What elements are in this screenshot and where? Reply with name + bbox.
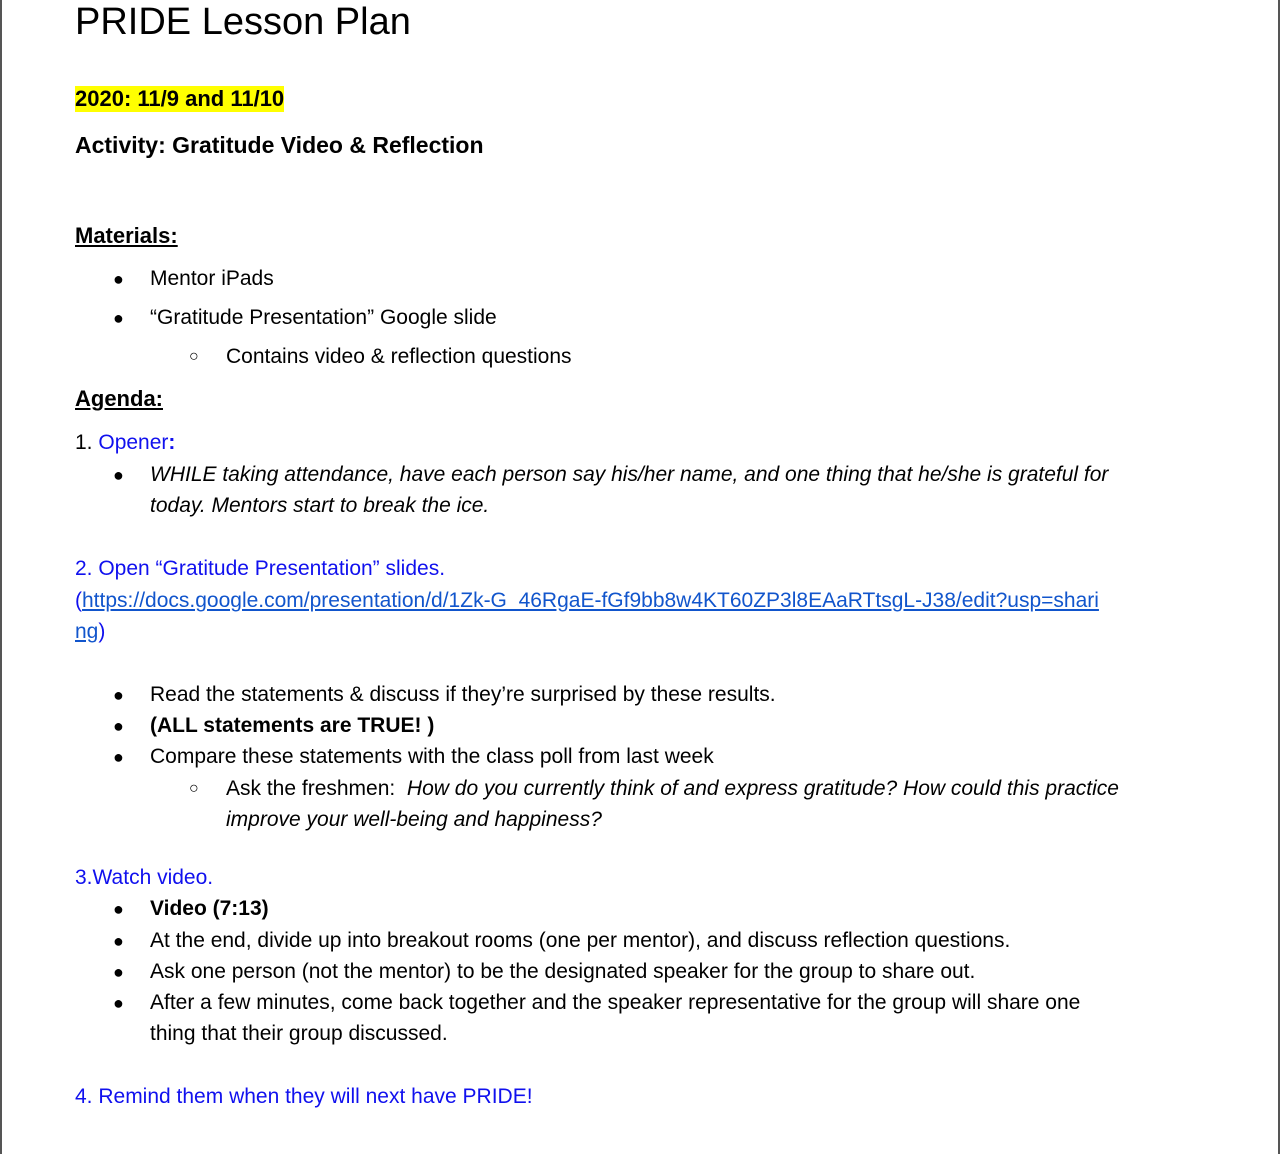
- date-highlight: 2020: 11/9 and 11/10: [75, 86, 285, 111]
- list-item-cont: thing that their group discussed.: [150, 1022, 448, 1045]
- slides-link-cont[interactable]: ng: [75, 620, 99, 643]
- list-item: At the end, divide up into breakout rooms (one per mentor), and discuss reflection questions.: [150, 929, 1011, 952]
- slides-link-line: (https://docs.google.com/presentation/d/1Zk-G_46RgaE-fGf9bb8w4KT60ZP3l8EAaRTtsgL-J38/edit?usp=shari: [75, 589, 1099, 612]
- bullet-icon: ●: [113, 899, 124, 919]
- list-item: “Gratitude Presentation” Google slide: [150, 306, 497, 329]
- page-title: PRIDE Lesson Plan: [75, 1, 411, 43]
- list-item: Ask one person (not the mentor) to be the designated speaker for the group to share out.: [150, 960, 976, 983]
- list-subitem: Ask the freshmen: How do you currently think of and express gratitude? How could this practice: [226, 777, 1119, 800]
- bullet-icon: ●: [113, 685, 124, 705]
- step1-heading: 1. Opener:: [75, 431, 176, 454]
- bullet-icon: ●: [113, 747, 124, 767]
- bullet-icon: ●: [113, 716, 124, 736]
- bullet-icon: ●: [113, 465, 124, 485]
- list-subitem-cont: improve your well-being and happiness?: [226, 808, 602, 831]
- step1-text-cont: today. Mentors start to break the ice.: [150, 494, 490, 517]
- materials-heading: Materials:: [75, 223, 178, 248]
- bullet-icon: ●: [113, 308, 124, 328]
- step4-heading: 4. Remind them when they will next have PRIDE!: [75, 1085, 533, 1108]
- activity-heading: Activity: Gratitude Video & Reflection: [75, 132, 484, 158]
- list-item: After a few minutes, come back together and the speaker representative for the group will share one: [150, 991, 1081, 1014]
- bullet-icon: ●: [113, 931, 124, 951]
- list-item: Mentor iPads: [150, 267, 274, 290]
- list-item: Video (7:13): [150, 897, 269, 920]
- page-edge-left: [0, 0, 2, 1154]
- list-item: Read the statements & discuss if they’re surprised by these results.: [150, 683, 776, 706]
- agenda-heading: Agenda:: [75, 386, 163, 411]
- step3-heading: 3.Watch video.: [75, 866, 214, 889]
- bullet-icon: ●: [113, 993, 124, 1013]
- step2-heading: 2. Open “Gratitude Presentation” slides.: [75, 557, 446, 580]
- hollow-bullet-icon: ○: [189, 780, 199, 797]
- list-subitem: Contains video & reflection questions: [226, 345, 572, 368]
- step1-text: WHILE taking attendance, have each person say his/her name, and one thing that he/she is grateful for: [150, 463, 1109, 486]
- list-item: (ALL statements are TRUE! ): [150, 714, 435, 737]
- slides-link-line-cont: ng): [75, 620, 106, 643]
- hollow-bullet-icon: ○: [189, 348, 199, 365]
- bullet-icon: ●: [113, 962, 124, 982]
- list-item: Compare these statements with the class poll from last week: [150, 745, 714, 768]
- slides-link[interactable]: https://docs.google.com/presentation/d/1Zk-G_46RgaE-fGf9bb8w4KT60ZP3l8EAaRTtsgL-J38/edit?usp=shari: [82, 589, 1099, 612]
- bullet-icon: ●: [113, 269, 124, 289]
